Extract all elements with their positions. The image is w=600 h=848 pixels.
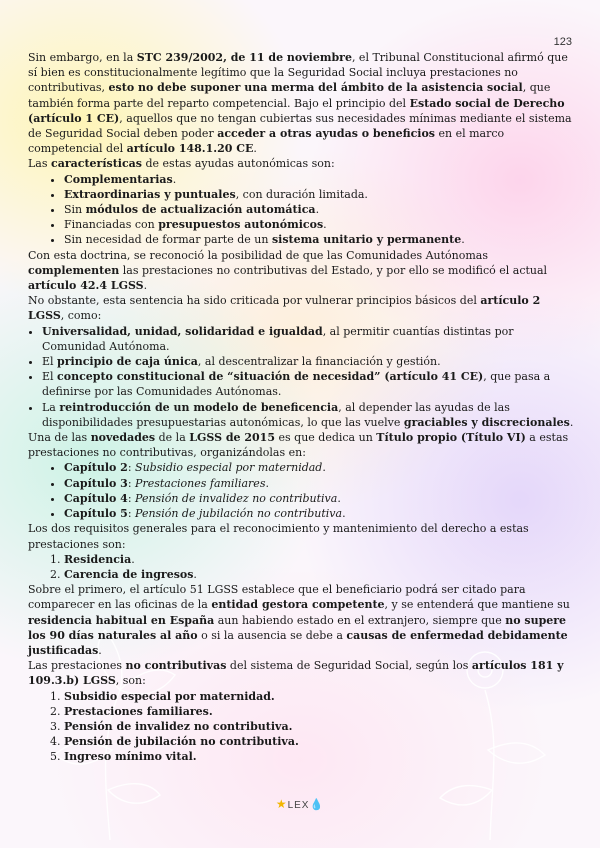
- list-item: 1. Subsidio especial por maternidad.: [64, 689, 574, 704]
- list-item: • Capítulo 3: Prestaciones familiares.: [64, 476, 574, 491]
- paragraph-benefits-intro: Las prestaciones no contributivas del sistema de Seguridad Social, según los artículos 181 y 109.3.b) LGSS, son:: [28, 659, 564, 688]
- list-item: • Capítulo 2: Subsidio especial por maternidad.: [64, 460, 574, 475]
- paragraph-doctrine: Con esta doctrina, se reconoció la posibilidad de que las Comunidades Autónomas complementen las prestaciones no contributivas del Estado, y por ello se modificó el actual artículo 42.4 LGSS.: [28, 248, 548, 293]
- paragraph-stc: Sin embargo, en la STC 239/2002, de 11 de noviembre, el Tribunal Constitucional afirmó que sí bien es constitucionalmente legítimo que la Seguridad Social incluya prestaciones no contributivas, esto no debe suponer una merma del ámbito de la asistencia social, que también forma parte del reparto competencial. Bajo el principio del Estado social de Derecho (artículo 1 CE), aquellos que no tengan cubiertas sus necesidades mínimas mediante el sistema de Seguridad Social deben poder acceder a otras ayudas o beneficios en el marco competencial del artículo 148.1.20 CE.: [28, 51, 572, 156]
- chapters-list: [28, 460, 574, 521]
- paragraph-characteristics-intro: Las características de estas ayudas autonómicas son:: [28, 157, 335, 171]
- requirements-list: [28, 552, 574, 582]
- list-item: • La reintroducción de un modelo de beneficencia, al depender las ayudas de las disponibilidades presupuestarias autonómicas, lo que las vuelve graciables y discrecionales.: [42, 400, 574, 430]
- list-item: 4. Pensión de jubilación no contributiva.: [64, 734, 574, 749]
- benefits-list: [28, 689, 574, 765]
- paragraph-residence: Sobre el primero, el artículo 51 LGSS establece que el beneficiario podrá ser citado para comparecer en las oficinas de la entidad gestora competente, y se entenderá que mantiene su residencia habitual en España aun habiendo estado en el extranjero, siempre que no supere los 90 días naturales al año o si la ausencia se debe a causas de enfermedad debidamente justificadas.: [28, 583, 570, 657]
- page-number: 123: [553, 36, 572, 48]
- list-item: • El concepto constitucional de “situación de necesidad” (artículo 41 CE), que pasa a definirse por las Comunidades Autónomas.: [42, 369, 574, 399]
- list-item: • Financiadas con presupuestos autonómicos.: [64, 217, 574, 232]
- footer-brand: [0, 797, 600, 811]
- document-body: [28, 50, 574, 765]
- list-item: 2. Carencia de ingresos.: [64, 567, 574, 582]
- paragraph-lgss-2015: Una de las novedades de la LGSS de 2015 es que dedica un Título propio (Título VI) a estas prestaciones no contributivas, organizándolas en:: [28, 431, 569, 460]
- list-item: • Universalidad, unidad, solidaridad e igualdad, al permitir cuantías distintas por Comunidad Autónoma.: [42, 324, 574, 354]
- list-item: • El principio de caja única, al descentralizar la financiación y gestión.: [42, 354, 574, 369]
- list-item: • Capítulo 5: Pensión de jubilación no contributiva.: [64, 506, 574, 521]
- list-item: • Extraordinarias y puntuales, con duración limitada.: [64, 187, 574, 202]
- list-item: 1. Residencia.: [64, 552, 574, 567]
- paragraph-criticism: No obstante, esta sentencia ha sido criticada por vulnerar principios básicos del artículo 2 LGSS, como:: [28, 294, 541, 323]
- star-icon: ★: [275, 797, 288, 811]
- list-item: 3. Pensión de invalidez no contributiva.: [64, 719, 574, 734]
- list-item: • Capítulo 4: Pensión de invalidez no contributiva.: [64, 491, 574, 506]
- list-item: • Complementarias.: [64, 172, 574, 187]
- list-item: 2. Prestaciones familiares.: [64, 704, 574, 719]
- principles-list: [28, 324, 574, 430]
- list-item: 5. Ingreso mínimo vital.: [64, 749, 574, 764]
- list-item: • Sin módulos de actualización automática.: [64, 202, 574, 217]
- list-item: • Sin necesidad de formar parte de un sistema unitario y permanente.: [64, 232, 574, 247]
- paragraph-requirements-intro: Los dos requisitos generales para el reconocimiento y mantenimiento del derecho a estas prestaciones son:: [28, 522, 529, 551]
- drop-icon: 💧: [309, 799, 325, 811]
- characteristics-list: [28, 172, 574, 248]
- brand-name: LEX: [287, 800, 310, 811]
